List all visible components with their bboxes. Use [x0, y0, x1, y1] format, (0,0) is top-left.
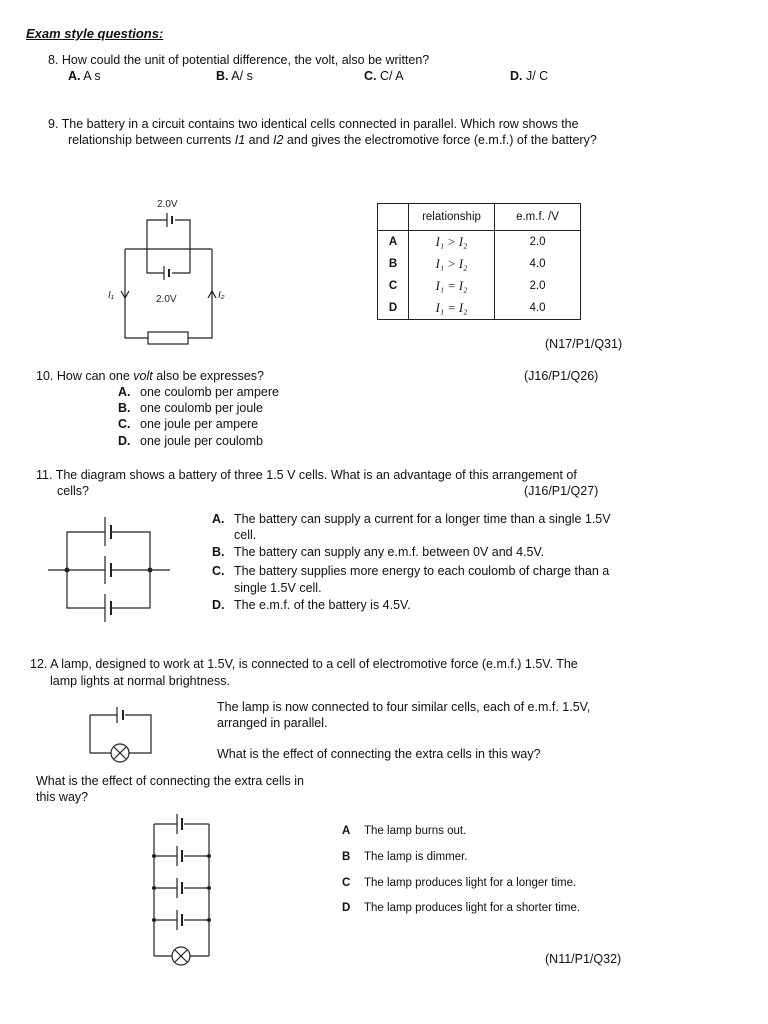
q11-option-c: C. The battery supplies more energy to each coulomb of charge than a: [212, 564, 610, 578]
row-relationship: I₁ > I₂: [409, 253, 495, 275]
q9-text-line2: relationship between currents I1 and I2 and gives the electromotive force (e.m.f.) of the battery?: [68, 133, 597, 147]
q9-current-label-left: I₁: [108, 290, 114, 301]
q12-right-text-line1: The lamp is now connected to four similar cells, each of e.m.f. 1.5V,: [217, 700, 591, 714]
q9-current-i2: I2: [273, 133, 284, 147]
q11-option-c-line2: single 1.5V cell.: [234, 581, 322, 595]
q9-table-header-emf: e.m.f. /V: [495, 204, 581, 231]
q11-battery-diagram: [45, 512, 175, 627]
q8-option-a: A. A s: [68, 69, 101, 83]
q9-current-i1: I1: [234, 133, 246, 147]
q8-option-c: C. C/ A: [364, 69, 404, 83]
q12-single-cell-diagram: [85, 705, 160, 765]
q11-option-a: A. The battery can supply a current for a longer time than a single 1.5V: [212, 512, 611, 526]
q12-source: (N11/P1/Q32): [545, 952, 622, 966]
q9-cell-top-label: 2.0V: [157, 199, 178, 210]
q10-option-b: B. one coulomb per joule: [118, 401, 263, 415]
row-letter: D: [378, 297, 409, 320]
page-heading: Exam style questions:: [26, 26, 164, 41]
q12-text-line1: 12. A lamp, designed to work at 1.5V, is connected to a cell of electromotive force (e.m.f.) 1.5V. The: [30, 657, 578, 671]
q12-text-line2: lamp lights at normal brightness.: [50, 674, 230, 688]
q9-table-header-relationship: relationship: [409, 204, 495, 231]
q9-current-label-right: I₂: [218, 290, 225, 301]
table-row: [378, 275, 581, 297]
row-emf: 2.0: [495, 275, 581, 297]
q12-option-d: D The lamp produces light for a shorter time.: [342, 902, 581, 914]
table-row: [378, 231, 581, 254]
q12-left-text-line2: this way?: [36, 790, 89, 804]
q9-table-header: [378, 204, 581, 231]
q12-option-b: B The lamp is dimmer.: [342, 851, 468, 863]
q11-option-b: B. The battery can supply any e.m.f. between 0V and 4.5V.: [212, 545, 545, 559]
q9-cell-bottom-label: 2.0V: [156, 294, 177, 305]
q8-text: 8. How could the unit of potential difference, the volt, also be written?: [48, 53, 430, 67]
row-emf: 4.0: [495, 297, 581, 320]
row-relationship: I₁ = I₂: [409, 275, 495, 297]
row-emf: 4.0: [495, 253, 581, 275]
table-row: [378, 253, 581, 275]
q12-option-a: A The lamp burns out.: [342, 825, 467, 837]
q12-parallel-cells-diagram: [145, 810, 220, 970]
q8-option-d: D. J/ C: [510, 69, 549, 83]
q11-option-a-line2: cell.: [234, 528, 257, 542]
q9-text-line1: 9. The battery in a circuit contains two identical cells connected in parallel. Which row shows the: [48, 117, 579, 131]
row-relationship: I₁ = I₂: [409, 297, 495, 320]
q10-option-d: D. one joule per coulomb: [118, 434, 263, 448]
q12-right-text-line2: arranged in parallel.: [217, 716, 328, 730]
q10-option-a: A. one coulomb per ampere: [118, 385, 279, 399]
q9-answer-table: [377, 203, 581, 320]
q10-source: (J16/P1/Q26): [524, 369, 599, 383]
q11-option-d: D. The e.m.f. of the battery is 4.5V.: [212, 598, 411, 612]
table-row: [378, 297, 581, 320]
q11-text-line1: 11. The diagram shows a battery of three 1.5 V cells. What is an advantage of this arrangement of: [36, 468, 577, 482]
q12-right-text-line3: What is the effect of connecting the extra cells in this way?: [217, 747, 541, 761]
q10-option-c: C. one joule per ampere: [118, 417, 259, 431]
q9-circuit-diagram: [100, 195, 230, 350]
row-letter: C: [378, 275, 409, 297]
row-letter: A: [378, 231, 409, 254]
row-letter: B: [378, 253, 409, 275]
row-relationship: I₁ > I₂: [409, 231, 495, 254]
q11-text-line2: cells?: [57, 484, 89, 498]
q10-text: 10. How can one volt also be expresses?: [36, 369, 264, 383]
q12-left-text-line1: What is the effect of connecting the extra cells in: [36, 774, 304, 788]
q12-option-c: C The lamp produces light for a longer time.: [342, 877, 577, 889]
q11-source: (J16/P1/Q27): [524, 484, 599, 498]
q9-source: (N17/P1/Q31): [545, 337, 623, 351]
q8-option-b: B. A/ s: [216, 69, 253, 83]
row-emf: 2.0: [495, 231, 581, 254]
